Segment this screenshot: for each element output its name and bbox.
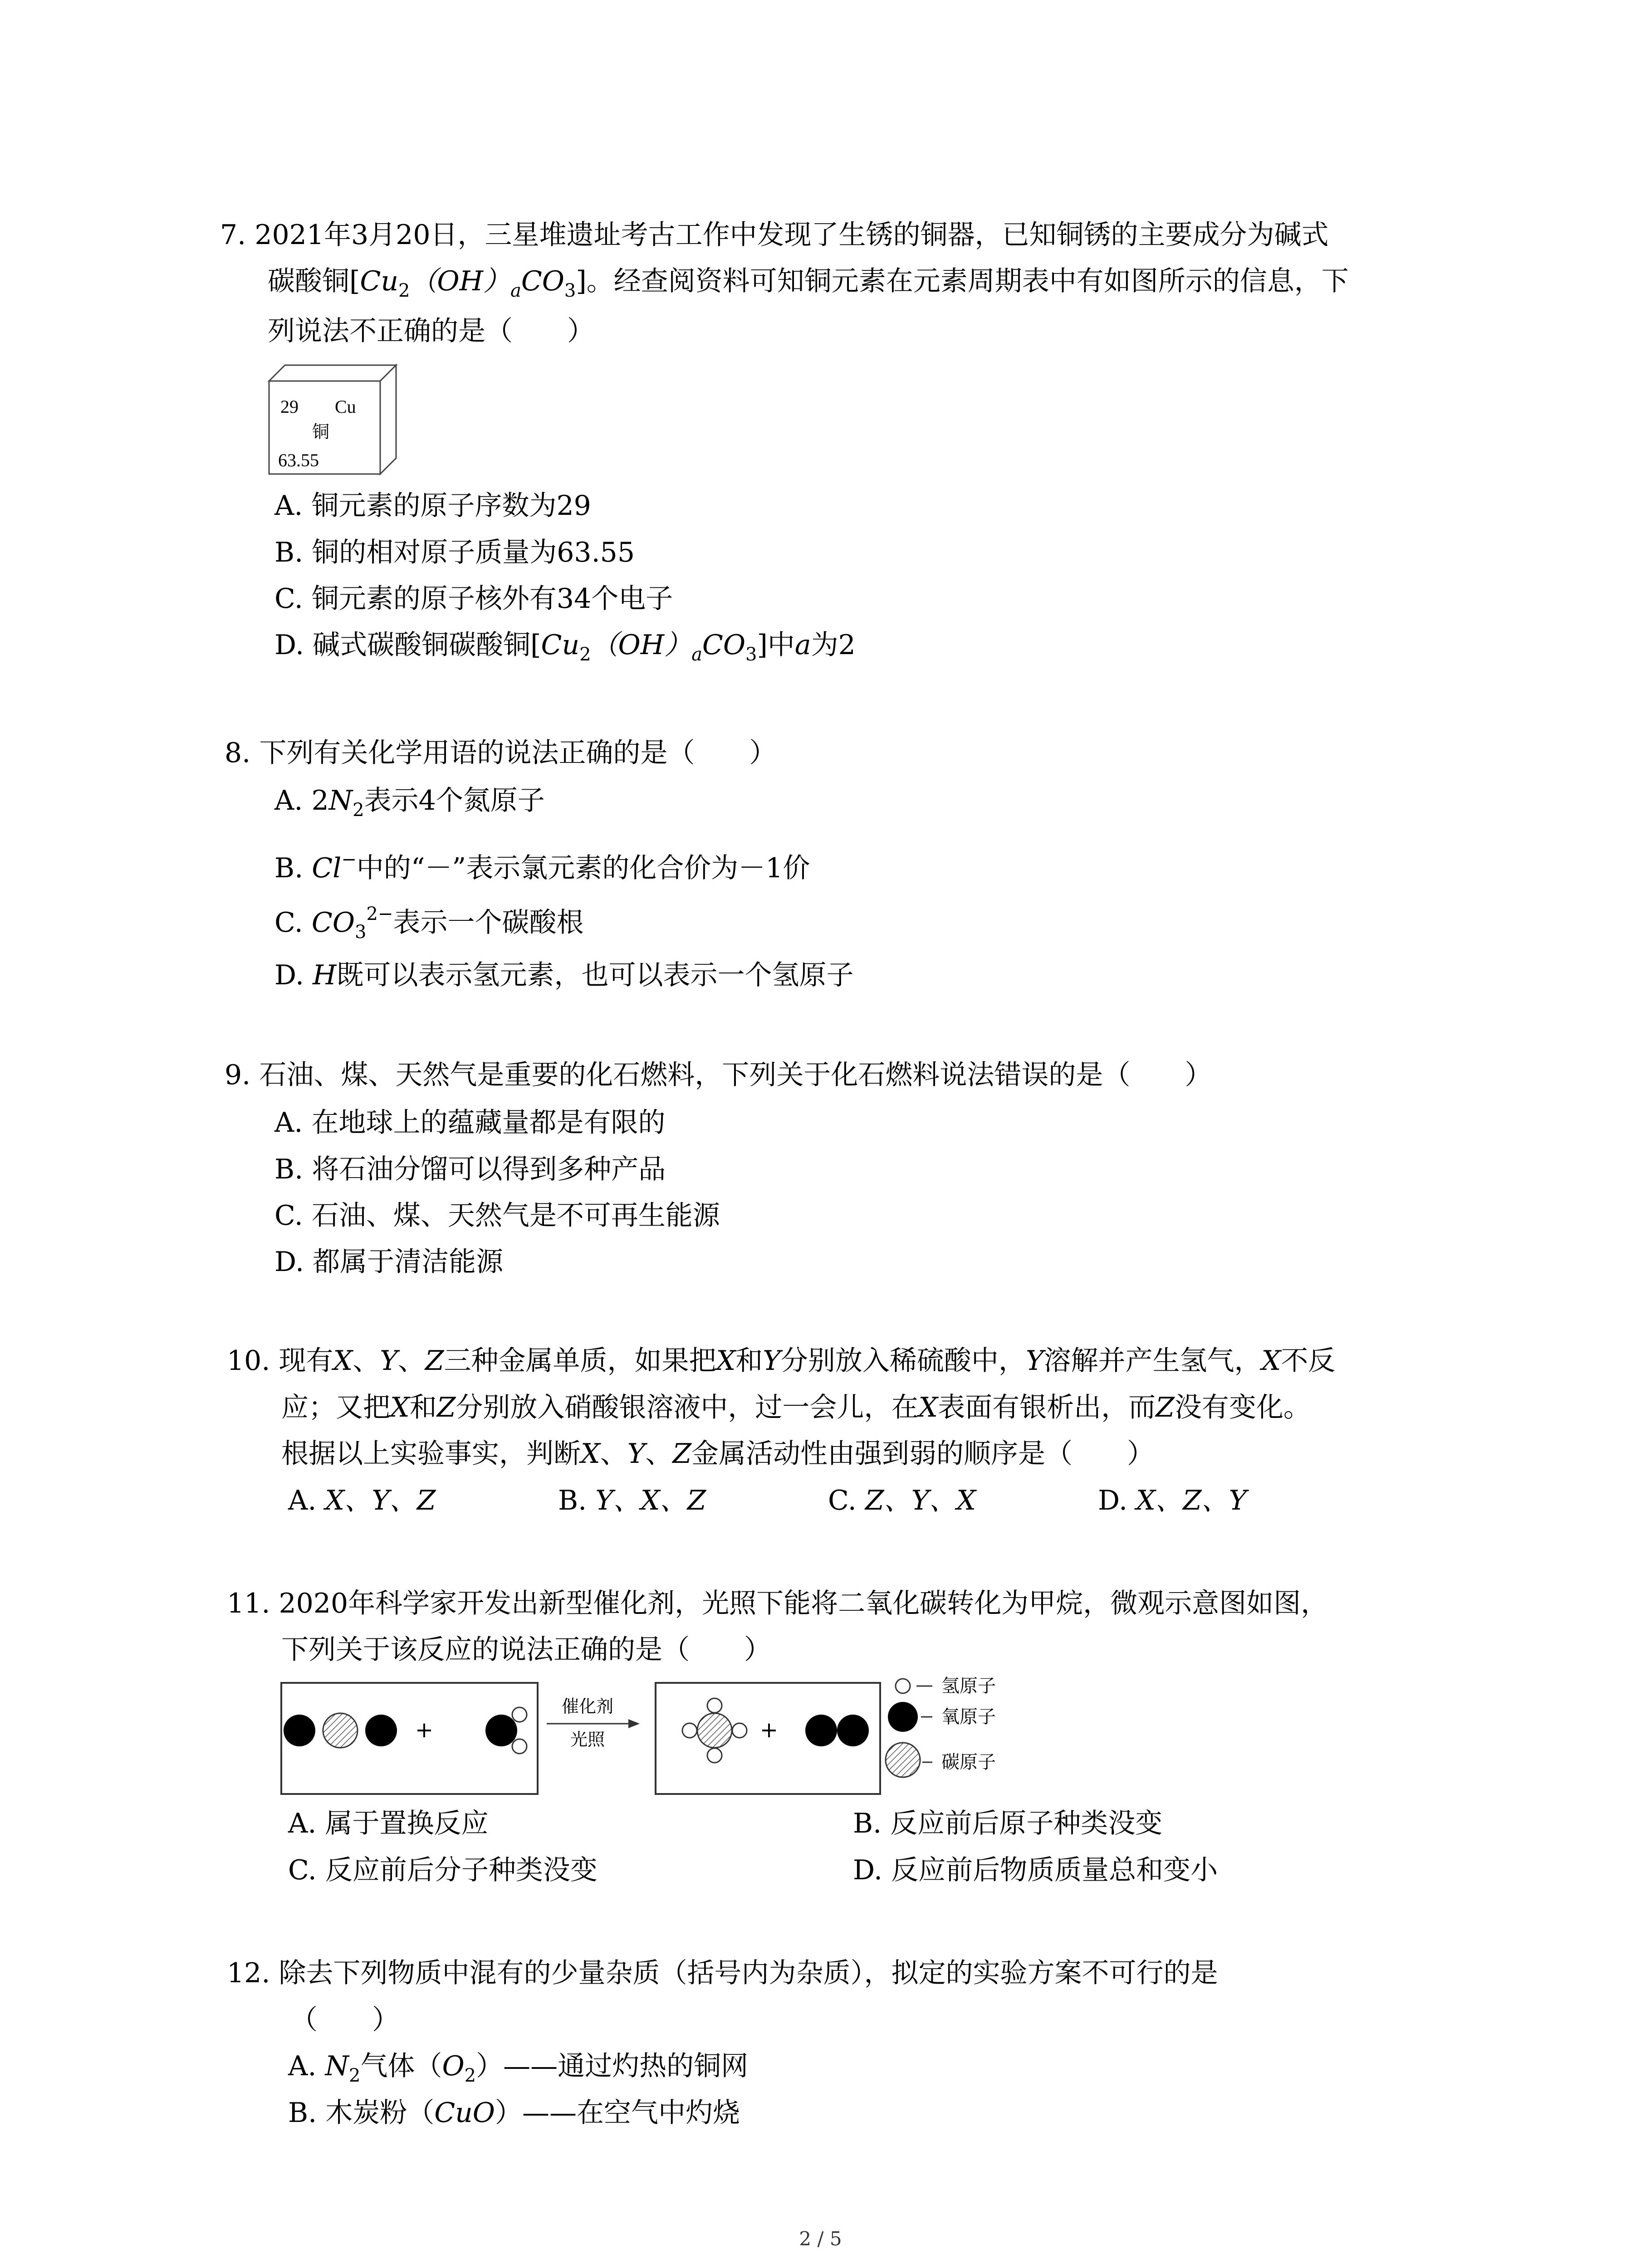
q10-line2: 应；又把X和Z分别放入硝酸银溶液中，过一会儿，在X表面有银析出，而Z没有变化。: [281, 1392, 1311, 1423]
plus-sign: +: [415, 1717, 434, 1743]
q11-line1: 11. 2020年科学家开发出新型催化剂，光照下能将二氧化碳转化为甲烷，微观示意图如图，: [227, 1588, 1328, 1619]
legend: [886, 1676, 996, 1777]
q12-option-b: B. 木炭粉（CuO）——在空气中灼烧: [288, 2097, 740, 2129]
q12-line1: 12. 除去下列物质中混有的少量杂质（括号内为杂质），拟定的实验方案不可行的是: [227, 1957, 1218, 1989]
q9-option-a: A. 在地球上的蕴藏量都是有限的: [274, 1107, 666, 1139]
plus-sign-products: +: [759, 1717, 779, 1743]
q10-line3: 根据以上实验事实，判断X、Y、Z金属活动性由强到弱的顺序是（ ）: [281, 1438, 1155, 1470]
element-name: 铜: [312, 422, 330, 442]
q9-stem: 9. 石油、煤、天然气是重要的化石燃料，下列关于化石燃料说法错误的是（ ）: [225, 1059, 1212, 1091]
element-cell-figure: [267, 363, 398, 476]
legend-carbon-label: 碳原子: [941, 1752, 996, 1773]
q7-option-b: B. 铜的相对原子质量为63.55: [274, 537, 635, 568]
element-mass: 63.55: [278, 450, 319, 470]
q7-option-c: C. 铜元素的原子核外有34个电子: [274, 583, 673, 615]
q9-option-b: B. 将石油分馏可以得到多种产品: [274, 1154, 666, 1185]
q9-option-c: C. 石油、煤、天然气是不可再生能源: [274, 1200, 720, 1232]
q7-option-a: A. 铜元素的原子序数为29: [274, 490, 591, 522]
q12-option-a: A. $N_2$气体$(O_2)——$通过灼热的铜网: [288, 2050, 749, 2086]
q8-stem: 8. 下列有关化学用语的说法正确的是（ ）: [225, 737, 777, 769]
light-label: 光照: [570, 1730, 605, 1750]
q8-option-d: D. H既可以表示氢元素，也可以表示一个氢原子: [274, 959, 854, 991]
q10-line1: 10. 现有X、Y、Z三种金属单质，如果把X和Y分别放入稀硫酸中，Y溶解并产生氢气，X不反: [227, 1345, 1336, 1377]
q11-option-b: B. 反应前后原子种类没变: [853, 1808, 1163, 1839]
element-number: 29: [280, 396, 299, 417]
legend-oxygen-icon: [888, 1702, 918, 1732]
q10-option-c: C. Z、Y、X: [828, 1485, 976, 1516]
q8-option-a: A. $2N_2$表示4个氮原子: [274, 785, 545, 821]
catalyst-label: 催化剂: [561, 1696, 614, 1716]
q12-line2: （ ）: [290, 2004, 399, 2036]
legend-hydrogen-label: 氢原子: [941, 1676, 996, 1696]
element-symbol: Cu: [335, 396, 356, 417]
q7-line3: 列说法不正确的是（ ）: [268, 315, 594, 347]
q9-option-d: D. 都属于清洁能源: [274, 1246, 504, 1278]
q7-line1: 7. 2021年3月20日，三星堆遗址考古工作中发现了生锈的铜器，已知铜锈的主要成分为碱式: [220, 219, 1329, 251]
q11-option-a: A. 属于置换反应: [288, 1808, 489, 1839]
q11-option-d: D. 反应前后物质质量总和变小: [853, 1854, 1218, 1886]
q11-line2: 下列关于该反应的说法正确的是（ ）: [281, 1634, 771, 1666]
q10-option-a: A. X、Y、Z: [288, 1485, 436, 1516]
q11-option-c: C. 反应前后分子种类没变: [288, 1854, 598, 1886]
q10-option-d: D. X、Z、Y: [1098, 1485, 1247, 1516]
q10-option-b: B. Y、X、Z: [558, 1485, 706, 1516]
legend-hydrogen-icon: [896, 1679, 910, 1693]
co2-molecule: [284, 1713, 397, 1748]
page-number: 2 / 5: [799, 2228, 842, 2250]
q7-line2: 碳酸铜$[Cu_2(OH)_aCO_3]$。经查阅资料可知铜元素在元素周期表中有如图所示的信息，下: [268, 265, 1349, 301]
q8-option-c: C. $CO_3^{2-}$表示一个碳酸根: [274, 904, 584, 943]
reaction-diagram: [279, 1674, 1223, 1801]
legend-carbon-icon: [886, 1743, 920, 1777]
legend-oxygen-label: 氧原子: [941, 1706, 996, 1727]
q8-option-b: B. Cl−中的“－”表示氯元素的化合价为－1价: [274, 849, 810, 884]
q7-option-d: D. 碱式碳酸铜碳酸铜$[Cu_2(OH)_aCO_3]$中a为2: [274, 629, 856, 665]
